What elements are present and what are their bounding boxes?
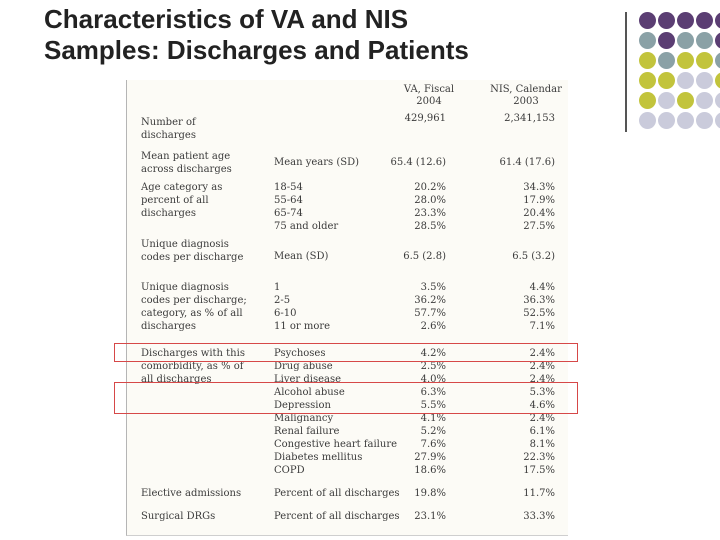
decor-dot (639, 92, 656, 109)
decor-dot (658, 112, 675, 129)
decor-dot (677, 92, 694, 109)
row-measure: Psychoses (274, 348, 326, 359)
value-nis: 5.3% (529, 387, 555, 398)
row-label: across discharges (141, 164, 232, 175)
decor-dot (658, 52, 675, 69)
row-measure: 2-5 (274, 295, 291, 306)
value-va: 4.0% (420, 374, 446, 385)
decor-dot (677, 52, 694, 69)
row-label: codes per discharge (141, 252, 244, 263)
row-measure: Mean years (SD) (274, 157, 360, 168)
value-va: 65.4 (12.6) (390, 157, 446, 168)
value-nis: 2.4% (529, 374, 555, 385)
decor-dot (696, 32, 713, 49)
decor-dot (639, 52, 656, 69)
decor-dot (715, 52, 720, 69)
value-nis: 11.7% (523, 488, 555, 499)
decor-dot (658, 32, 675, 49)
value-va: 23.3% (414, 208, 446, 219)
value-va: 4.2% (420, 348, 446, 359)
divider-line (625, 12, 627, 132)
row-label: Mean patient age (141, 151, 231, 162)
value-va: 20.2% (414, 182, 446, 193)
value-va: 3.5% (420, 282, 446, 293)
value-va: 28.5% (414, 221, 446, 232)
row-measure: Depression (274, 400, 331, 411)
row-label: Surgical DRGs (141, 511, 216, 522)
row-label: Unique diagnosis (141, 239, 229, 250)
row-measure: COPD (274, 465, 305, 476)
decorative-dot-grid (635, 12, 720, 138)
row-measure: 6-10 (274, 308, 297, 319)
decor-dot (639, 12, 656, 29)
row-label: codes per discharge; (141, 295, 247, 306)
highlight-box (114, 343, 578, 362)
value-va: 57.7% (414, 308, 446, 319)
value-nis: 27.5% (523, 221, 555, 232)
row-measure: Congestive heart failure (274, 439, 398, 450)
row-label: Number of (141, 117, 196, 128)
value-nis: 2.4% (529, 361, 555, 372)
value-va: 7.6% (420, 439, 446, 450)
value-nis: 2,341,153 (504, 113, 555, 124)
slide-title-line-2: Samples: Discharges and Patients (44, 35, 469, 65)
highlight-box (114, 382, 578, 414)
decor-dot (715, 12, 720, 29)
value-nis: 52.5% (523, 308, 555, 319)
decor-dot (715, 32, 720, 49)
decor-dot (639, 112, 656, 129)
decor-dot (696, 72, 713, 89)
decor-dot (658, 92, 675, 109)
row-measure: Liver disease (274, 374, 342, 385)
value-nis: 4.6% (529, 400, 555, 411)
decor-dot (696, 52, 713, 69)
value-va: 2.5% (420, 361, 446, 372)
decor-dot (677, 72, 694, 89)
value-nis: 8.1% (529, 439, 555, 450)
decor-dot (639, 32, 656, 49)
discharge-characteristics-table (126, 80, 568, 536)
value-nis: 33.3% (523, 511, 555, 522)
row-measure: 18-54 (274, 182, 303, 193)
value-nis: 61.4 (17.6) (499, 157, 555, 168)
value-va: 5.2% (420, 426, 446, 437)
decor-dot (715, 112, 720, 129)
value-nis: 2.4% (529, 348, 555, 359)
row-label: Elective admissions (141, 488, 242, 499)
row-label: discharges (141, 130, 196, 141)
row-measure: Diabetes mellitus (274, 452, 363, 463)
value-nis: 22.3% (523, 452, 555, 463)
decor-dot (696, 12, 713, 29)
row-label: Age category as (141, 182, 223, 193)
decor-dot (696, 112, 713, 129)
row-label: Unique diagnosis (141, 282, 229, 293)
row-measure: Drug abuse (274, 361, 333, 372)
column-header-nis: NIS, Calendar (490, 84, 562, 95)
row-measure: 55-64 (274, 195, 303, 206)
decor-dot (677, 32, 694, 49)
row-measure: 11 or more (274, 321, 331, 332)
value-nis: 17.5% (523, 465, 555, 476)
column-header-nis: 2003 (513, 96, 539, 107)
row-measure: Percent of all discharges (274, 488, 400, 499)
value-va: 28.0% (414, 195, 446, 206)
value-nis: 34.3% (523, 182, 555, 193)
value-nis: 7.1% (529, 321, 555, 332)
value-va: 19.8% (414, 488, 446, 499)
decor-dot (639, 72, 656, 89)
decor-dot (658, 12, 675, 29)
slide-title (44, 4, 584, 66)
row-measure: Alcohol abuse (274, 387, 345, 398)
row-measure: Mean (SD) (274, 251, 329, 262)
decor-dot (677, 112, 694, 129)
row-label: category, as % of all (141, 308, 243, 319)
row-measure: Malignancy (274, 413, 334, 424)
row-measure: Percent of all discharges (274, 511, 400, 522)
column-header-va: VA, Fiscal (403, 84, 455, 95)
decor-dot (715, 92, 720, 109)
value-va: 6.3% (420, 387, 446, 398)
slide-title-line-1: Characteristics of VA and NIS (44, 4, 409, 34)
value-nis: 17.9% (523, 195, 555, 206)
decor-dot (696, 92, 713, 109)
value-va: 36.2% (414, 295, 446, 306)
value-va: 2.6% (420, 321, 446, 332)
row-measure: 65-74 (274, 208, 303, 219)
row-label: discharges (141, 321, 196, 332)
value-va: 5.5% (420, 400, 446, 411)
row-label: percent of all (141, 195, 209, 206)
value-nis: 6.5 (3.2) (512, 251, 555, 262)
row-label: Discharges with this (141, 348, 245, 359)
value-va: 429,961 (404, 113, 446, 124)
decor-dot (715, 72, 720, 89)
value-va: 23.1% (414, 511, 446, 522)
value-nis: 4.4% (529, 282, 555, 293)
column-header-va: 2004 (416, 96, 442, 107)
row-label: comorbidity, as % of (141, 361, 244, 372)
value-nis: 20.4% (523, 208, 555, 219)
value-va: 6.5 (2.8) (403, 251, 446, 262)
decor-dot (658, 72, 675, 89)
decor-dot (677, 12, 694, 29)
value-va: 18.6% (414, 465, 446, 476)
value-nis: 2.4% (529, 413, 555, 424)
row-measure: Renal failure (274, 426, 340, 437)
row-label: all discharges (141, 374, 212, 385)
value-nis: 36.3% (523, 295, 555, 306)
row-label: discharges (141, 208, 196, 219)
value-va: 27.9% (414, 452, 446, 463)
value-va: 4.1% (420, 413, 446, 424)
row-measure: 1 (274, 282, 281, 293)
value-nis: 6.1% (529, 426, 555, 437)
row-measure: 75 and older (274, 221, 339, 232)
